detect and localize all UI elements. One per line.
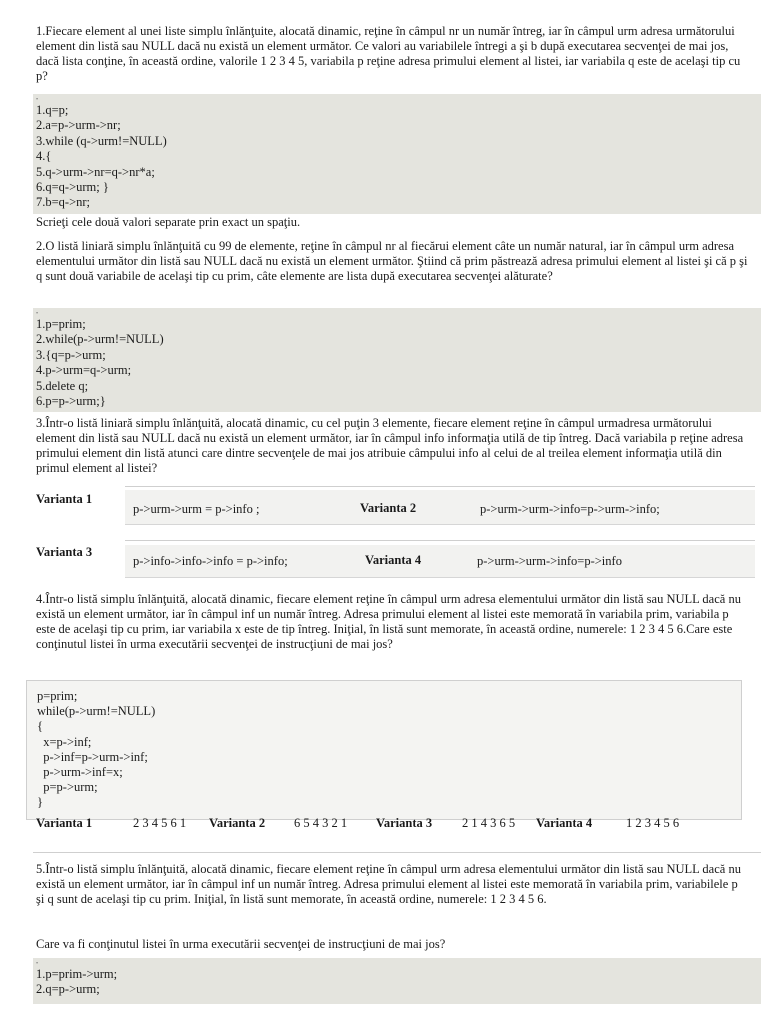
code-line: p=p->urm; bbox=[37, 780, 98, 795]
code-line: 2.while(p->urm!=NULL) bbox=[36, 332, 164, 347]
answer-value: 2 1 4 3 6 5 bbox=[462, 816, 516, 830]
answer-label: Varianta 4 bbox=[536, 816, 593, 830]
code-line: 3.while (q->urm!=NULL) bbox=[36, 133, 167, 148]
option-label: Varianta 4 bbox=[365, 553, 422, 567]
code-line: { bbox=[37, 719, 43, 734]
code-line: 4.{ bbox=[36, 149, 52, 164]
q5-text: 5.Într-o listă simplu înlănţuită, alocată dinamic, fiecare element reţine în câmpul urm adresa elementului următor din listă sau NULL dacă nu există un element următor, iar în câmpul inf un număr întreg. Adresa primului element al listei este memorată în variabila prim, variabilele p şi q sunt de acelaşi tip cu prim. Iniţial, în listă sunt memorate, în această ordine, numerele: 1 2 3 4 5 6. bbox=[36, 862, 741, 906]
q2-code-block bbox=[33, 308, 761, 412]
answer-value: 1 2 3 4 5 6 bbox=[626, 816, 680, 830]
option-label: Varianta 3 bbox=[36, 545, 93, 559]
code-line: 6.p=p->urm;} bbox=[36, 394, 106, 409]
option-code: p->urm->urm->info=p->urm->info; bbox=[480, 502, 660, 516]
option-box bbox=[125, 545, 755, 578]
code-line: p->urm->inf=x; bbox=[37, 765, 123, 780]
answer-value: 6 5 4 3 2 1 bbox=[294, 816, 348, 830]
code-line: p=prim; bbox=[37, 689, 78, 703]
code-line: 5.q->urm->nr=q->nr*a; bbox=[36, 164, 155, 179]
answer-value: 2 3 4 5 6 1 bbox=[133, 816, 187, 830]
divider bbox=[33, 852, 761, 853]
q5-question: Care va fi conţinutul listei în urma executării secvenţei de instrucţiuni de mai jos? bbox=[36, 937, 446, 951]
q4-text: 4.Într-o listă simplu înlănţuită, alocată dinamic, fiecare element reţine în câmpul urm adresa elementului următor din listă sau NULL dacă nu există un element următor, iar în câmpul inf un număr întreg. Adresa primului element al listei este memorată în variabila prim, variabila p este de acelaşi tip cu prim, iar variabila x este de tip întreg. Iniţial, în listă sunt memorate, în această ordine, numerele: 1 2 3 4 5 6.Care este conţinutul listei în urma executării secvenţei de instrucţiuni de mai jos? bbox=[36, 592, 741, 651]
q1-text: 1.Fiecare element al unei liste simplu înlănţuite, alocată dinamic, reţine în câmpul nr un număr întreg, iar în câmpul urm adresa următorului element din listă sau NULL dacă nu există un element următor. Ce valori au variabilele întregi a şi b după executarea secvenţei de mai jos, dacă lista conţine, în această ordine, valorile 1 2 3 4 5, variabila p reţine adresa primului element al listei, iar variabila q este de acelaşi tip cu p? bbox=[36, 24, 741, 83]
code-line: while(p->urm!=NULL) bbox=[37, 704, 156, 719]
option-label: Varianta 2 bbox=[360, 501, 417, 515]
code-line: 1.p=prim; bbox=[36, 317, 86, 331]
q4-answers-row bbox=[36, 816, 748, 832]
code-line: } bbox=[37, 795, 43, 810]
answer-label: Varianta 2 bbox=[209, 816, 266, 830]
option-code: p->info->info->info = p->info; bbox=[133, 554, 288, 568]
divider bbox=[125, 486, 755, 487]
code-marker: • bbox=[36, 97, 39, 103]
option-box bbox=[125, 490, 755, 525]
option-label: Varianta 1 bbox=[36, 492, 93, 506]
code-line: 3.{q=p->urm; bbox=[36, 347, 106, 362]
q1-footer: Scrieţi cele două valori separate prin exact un spaţiu. bbox=[36, 215, 301, 229]
code-line: 6.q=q->urm; } bbox=[36, 180, 109, 195]
code-marker: • bbox=[36, 311, 39, 317]
q3-text: 3.Într-o listă liniară simplu înlănţuită, alocată dinamic, cu cel puţin 3 elemente, fiecare element reţine în câmpul urmadresa următorului element din listă sau NULL dacă nu există un element următor, iar în câmpul info informaţia utilă de tip întreg. Dacă variabila p reţine adresa primului element din listă atunci care dintre secvenţele de mai jos atribuie câmpului info al celui de al treilea element informaţia utilă din primul element al listei? bbox=[36, 416, 744, 475]
answer-label: Varianta 3 bbox=[376, 816, 433, 830]
code-marker: • bbox=[36, 961, 39, 967]
q2-text: 2.O listă liniară simplu înlănţuită cu 99 de elemente, reţine în câmpul nr al fiecărui element câte un număr natural, iar în câmpul urm adresa elementului următor din listă sau NULL dacă nu există un element următor. Ştiind că prim păstrează adresa primului element al listei şi că p şi q sunt două variabile de acelaşi tip cu prim, câte elemente are lista după executarea secvenţei alăturate? bbox=[36, 239, 748, 283]
code-line: 4.p->urm=q->urm; bbox=[36, 363, 132, 378]
code-line: 5.delete q; bbox=[36, 378, 89, 393]
code-line: 1.q=p; bbox=[36, 103, 69, 117]
option-code: p->urm->urm = p->info ; bbox=[133, 502, 260, 516]
code-line: p->inf=p->urm->inf; bbox=[37, 749, 148, 764]
divider bbox=[125, 540, 755, 541]
code-line: 7.b=q->nr; bbox=[36, 195, 91, 210]
code-line: 2.a=p->urm->nr; bbox=[36, 118, 121, 133]
q1-code-block bbox=[33, 94, 761, 214]
code-line: 2.q=p->urm; bbox=[36, 982, 100, 997]
option-code: p->urm->urm->info=p->info bbox=[477, 554, 622, 568]
q4-code-block bbox=[26, 680, 742, 820]
code-line: x=p->inf; bbox=[37, 734, 92, 749]
answer-label: Varianta 1 bbox=[36, 816, 93, 830]
code-line: 1.p=prim->urm; bbox=[36, 967, 118, 981]
q5-code-block bbox=[33, 958, 761, 1004]
